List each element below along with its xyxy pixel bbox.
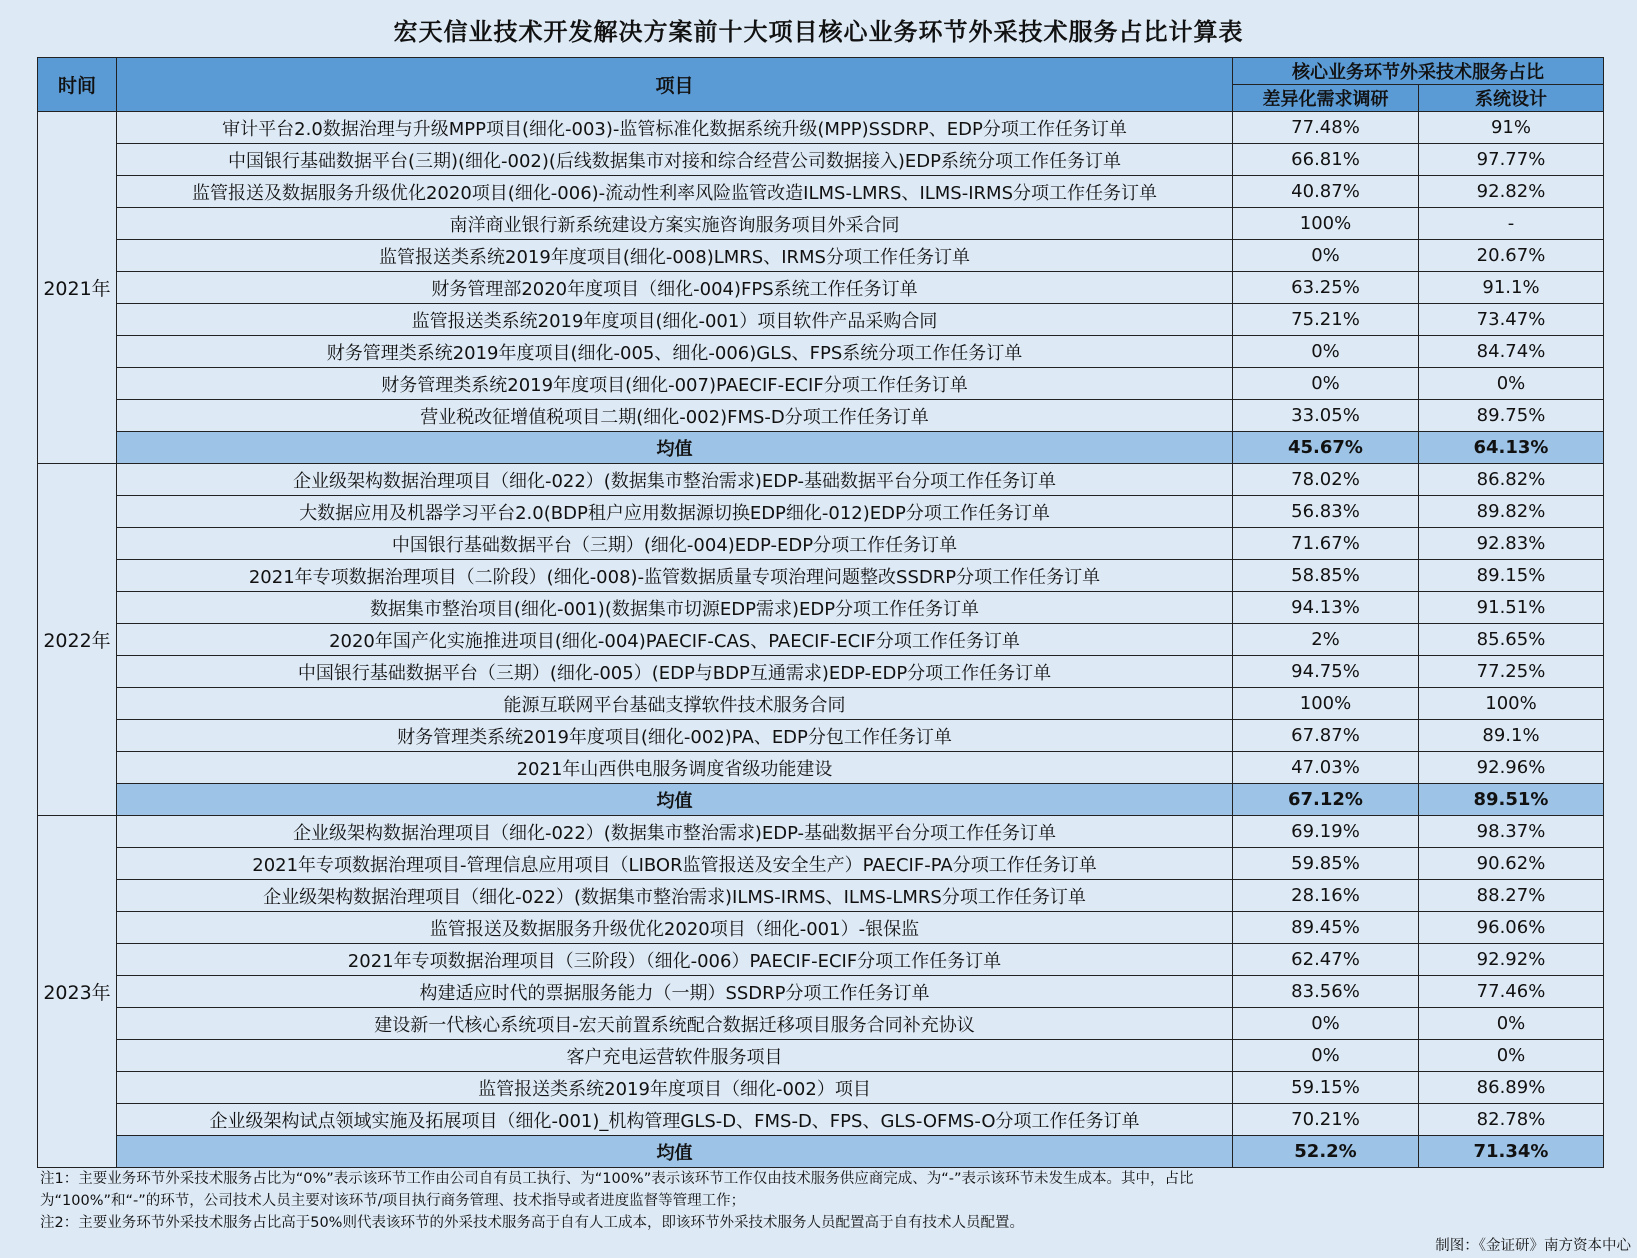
table-row xyxy=(38,304,1604,336)
col2-cell: 86.82% xyxy=(1419,464,1604,496)
project-cell: 监管报送类系统2019年度项目(细化-008)LMRS、IRMS分项工作任务订单 xyxy=(117,240,1233,272)
average-col1: 45.67% xyxy=(1233,432,1419,464)
project-cell: 财务管理类系统2019年度项目(细化-007)PAECIF-ECIF分项工作任务订单 xyxy=(117,368,1233,400)
project-cell: 监管报送及数据服务升级优化2020项目(细化-006)-流动性利率风险监管改造ILMS-LMRS、ILMS-IRMS分项工作任务订单 xyxy=(117,176,1233,208)
col2-cell: 84.74% xyxy=(1419,336,1604,368)
project-cell: 数据集市整治项目(细化-001)(数据集市切源EDP需求)EDP分项工作任务订单 xyxy=(117,592,1233,624)
average-col1: 67.12% xyxy=(1233,784,1419,816)
col1-cell: 0% xyxy=(1233,336,1419,368)
project-cell: 中国银行基础数据平台（三期）(细化-004)EDP-EDP分项工作任务订单 xyxy=(117,528,1233,560)
project-cell: 企业级架构数据治理项目（细化-022）(数据集市整治需求)EDP-基础数据平台分项工作任务订单 xyxy=(117,464,1233,496)
table-row xyxy=(38,688,1604,720)
col1-cell: 0% xyxy=(1233,1008,1419,1040)
project-cell: 监管报送类系统2019年度项目（细化-002）项目 xyxy=(117,1072,1233,1104)
col1-cell: 0% xyxy=(1233,240,1419,272)
col1-cell: 89.45% xyxy=(1233,912,1419,944)
table-row xyxy=(38,272,1604,304)
col1-cell: 62.47% xyxy=(1233,944,1419,976)
header-group: 核心业务环节外采技术服务占比 xyxy=(1233,58,1604,85)
col2-cell: 92.92% xyxy=(1419,944,1604,976)
col2-cell: 92.83% xyxy=(1419,528,1604,560)
col2-cell: 77.46% xyxy=(1419,976,1604,1008)
table-row xyxy=(38,848,1604,880)
header-col1: 差异化需求调研 xyxy=(1233,85,1419,112)
average-col2: 71.34% xyxy=(1419,1136,1604,1168)
table-row xyxy=(38,816,1604,848)
col1-cell: 28.16% xyxy=(1233,880,1419,912)
header-col2: 系统设计 xyxy=(1419,85,1604,112)
col2-cell: 90.62% xyxy=(1419,848,1604,880)
project-cell: 2021年专项数据治理项目-管理信息应用项目（LIBOR监管报送及安全生产）PAECIF-PA分项工作任务订单 xyxy=(117,848,1233,880)
col2-cell: 89.75% xyxy=(1419,400,1604,432)
table-row xyxy=(38,144,1604,176)
col2-cell: 91.51% xyxy=(1419,592,1604,624)
project-cell: 财务管理类系统2019年度项目(细化-002)PA、EDP分包工作任务订单 xyxy=(117,720,1233,752)
table-row xyxy=(38,752,1604,784)
col1-cell: 0% xyxy=(1233,1040,1419,1072)
project-cell: 财务管理类系统2019年度项目(细化-005、细化-006)GLS、FPS系统分项工作任务订单 xyxy=(117,336,1233,368)
project-cell: 审计平台2.0数据治理与升级MPP项目(细化-003)-监管标准化数据系统升级(MPP)SSDRP、EDP分项工作任务订单 xyxy=(117,112,1233,144)
project-cell: 中国银行基础数据平台（三期）(细化-005）(EDP与BDP互通需求)EDP-EDP分项工作任务订单 xyxy=(117,656,1233,688)
col1-cell: 58.85% xyxy=(1233,560,1419,592)
average-label: 均值 xyxy=(117,432,1233,464)
col1-cell: 71.67% xyxy=(1233,528,1419,560)
table-row xyxy=(38,112,1604,144)
col2-cell: 86.89% xyxy=(1419,1072,1604,1104)
table-row xyxy=(38,464,1604,496)
project-cell: 能源互联网平台基础支撑软件技术服务合同 xyxy=(117,688,1233,720)
project-cell: 监管报送及数据服务升级优化2020项目（细化-001）-银保监 xyxy=(117,912,1233,944)
table-row xyxy=(38,400,1604,432)
table-row xyxy=(38,496,1604,528)
col2-cell: 82.78% xyxy=(1419,1104,1604,1136)
average-col2: 89.51% xyxy=(1419,784,1604,816)
col2-cell: 89.82% xyxy=(1419,496,1604,528)
project-cell: 构建适应时代的票据服务能力（一期）SSDRP分项工作任务订单 xyxy=(117,976,1233,1008)
project-cell: 客户充电运营软件服务项目 xyxy=(117,1040,1233,1072)
project-cell: 企业级架构试点领域实施及拓展项目（细化-001)_机构管理GLS-D、FMS-D、FPS、GLS-OFMS-O分项工作任务订单 xyxy=(117,1104,1233,1136)
table-row xyxy=(38,1040,1604,1072)
col1-cell: 59.15% xyxy=(1233,1072,1419,1104)
col1-cell: 2% xyxy=(1233,624,1419,656)
col2-cell: 85.65% xyxy=(1419,624,1604,656)
col1-cell: 47.03% xyxy=(1233,752,1419,784)
col2-cell: 91% xyxy=(1419,112,1604,144)
average-label: 均值 xyxy=(117,1136,1233,1168)
col1-cell: 94.75% xyxy=(1233,656,1419,688)
table-row xyxy=(38,976,1604,1008)
table-row xyxy=(38,208,1604,240)
note-1: 注1：主要业务环节外采技术服务占比为“0%”表示该环节工作由公司自有员工执行、为“100%”表示该环节工作仅由技术服务供应商完成、为“-”表示该环节未发生成本。其中，占比为“100%”和“-”的环节，公司技术人员主要对该环节/项目执行商务管理、技术指导或者进度监督等管理工作； xyxy=(40,1171,1194,1209)
table-row xyxy=(38,336,1604,368)
project-cell: 中国银行基础数据平台(三期)(细化-002)(后线数据集市对接和综合经营公司数据接入)EDP系统分项工作任务订单 xyxy=(117,144,1233,176)
project-cell: 监管报送类系统2019年度项目(细化-001）项目软件产品采购合同 xyxy=(117,304,1233,336)
col1-cell: 69.19% xyxy=(1233,816,1419,848)
col2-cell: 0% xyxy=(1419,368,1604,400)
table-row xyxy=(38,560,1604,592)
project-cell: 2021年专项数据治理项目（三阶段）（细化-006）PAECIF-ECIF分项工作任务订单 xyxy=(117,944,1233,976)
table-row xyxy=(38,528,1604,560)
col1-cell: 75.21% xyxy=(1233,304,1419,336)
average-row xyxy=(38,784,1604,816)
table-row xyxy=(38,912,1604,944)
col2-cell: 89.15% xyxy=(1419,560,1604,592)
col1-cell: 0% xyxy=(1233,368,1419,400)
col1-cell: 83.56% xyxy=(1233,976,1419,1008)
note-2: 注2：主要业务环节外采技术服务占比高于50%则代表该环节的外采技术服务高于自有人工成本，即该环节外采技术服务人员配置高于自有技术人员配置。 xyxy=(40,1215,1024,1231)
average-row xyxy=(38,432,1604,464)
col1-cell: 100% xyxy=(1233,208,1419,240)
project-cell: 南洋商业银行新系统建设方案实施咨询服务项目外采合同 xyxy=(117,208,1233,240)
col2-cell: 0% xyxy=(1419,1040,1604,1072)
col1-cell: 59.85% xyxy=(1233,848,1419,880)
table-row xyxy=(38,720,1604,752)
year-cell: 2023年 xyxy=(38,816,117,1168)
col2-cell: 73.47% xyxy=(1419,304,1604,336)
col1-cell: 77.48% xyxy=(1233,112,1419,144)
col2-cell: 89.1% xyxy=(1419,720,1604,752)
col2-cell: 92.82% xyxy=(1419,176,1604,208)
average-col1: 52.2% xyxy=(1233,1136,1419,1168)
table-row xyxy=(38,176,1604,208)
col2-cell: 91.1% xyxy=(1419,272,1604,304)
year-cell: 2022年 xyxy=(38,464,117,816)
header-time: 时间 xyxy=(38,58,117,112)
col1-cell: 66.81% xyxy=(1233,144,1419,176)
project-cell: 营业税改征增值税项目二期(细化-002)FMS-D分项工作任务订单 xyxy=(117,400,1233,432)
table-row xyxy=(38,624,1604,656)
table-row xyxy=(38,1008,1604,1040)
project-cell: 企业级架构数据治理项目（细化-022）(数据集市整治需求)EDP-基础数据平台分项工作任务订单 xyxy=(117,816,1233,848)
average-row xyxy=(38,1136,1604,1168)
data-table xyxy=(37,57,1604,1168)
col1-cell: 33.05% xyxy=(1233,400,1419,432)
col1-cell: 56.83% xyxy=(1233,496,1419,528)
year-cell: 2021年 xyxy=(38,112,117,464)
col1-cell: 67.87% xyxy=(1233,720,1419,752)
project-cell: 企业级架构数据治理项目（细化-022）(数据集市整治需求)ILMS-IRMS、ILMS-LMRS分项工作任务订单 xyxy=(117,880,1233,912)
table-row xyxy=(38,1104,1604,1136)
col2-cell: 0% xyxy=(1419,1008,1604,1040)
table-row xyxy=(38,240,1604,272)
project-cell: 财务管理部2020年度项目（细化-004)FPS系统工作任务订单 xyxy=(117,272,1233,304)
col2-cell: 96.06% xyxy=(1419,912,1604,944)
col2-cell: 100% xyxy=(1419,688,1604,720)
table-row xyxy=(38,944,1604,976)
col2-cell: 98.37% xyxy=(1419,816,1604,848)
col2-cell: - xyxy=(1419,208,1604,240)
col1-cell: 63.25% xyxy=(1233,272,1419,304)
average-label: 均值 xyxy=(117,784,1233,816)
project-cell: 2021年山西供电服务调度省级功能建设 xyxy=(117,752,1233,784)
col1-cell: 78.02% xyxy=(1233,464,1419,496)
col2-cell: 77.25% xyxy=(1419,656,1604,688)
col1-cell: 70.21% xyxy=(1233,1104,1419,1136)
project-cell: 建设新一代核心系统项目-宏天前置系统配合数据迁移项目服务合同补充协议 xyxy=(117,1008,1233,1040)
col1-cell: 40.87% xyxy=(1233,176,1419,208)
header-project: 项目 xyxy=(117,58,1233,112)
page-title: 宏天信业技术开发解决方案前十大项目核心业务环节外采技术服务占比计算表 xyxy=(393,18,1244,46)
table-row xyxy=(38,1072,1604,1104)
project-cell: 2020年国产化实施推进项目(细化-004)PAECIF-CAS、PAECIF-ECIF分项工作任务订单 xyxy=(117,624,1233,656)
col2-cell: 97.77% xyxy=(1419,144,1604,176)
table-row xyxy=(38,880,1604,912)
col2-cell: 92.96% xyxy=(1419,752,1604,784)
project-cell: 2021年专项数据治理项目（二阶段）(细化-008)-监管数据质量专项治理问题整改SSDRP分项工作任务订单 xyxy=(117,560,1233,592)
project-cell: 大数据应用及机器学习平台2.0(BDP租户应用数据源切换EDP细化-012)EDP分项工作任务订单 xyxy=(117,496,1233,528)
notes xyxy=(40,1168,1220,1234)
col2-cell: 88.27% xyxy=(1419,880,1604,912)
average-col2: 64.13% xyxy=(1419,432,1604,464)
table-row xyxy=(38,656,1604,688)
col1-cell: 94.13% xyxy=(1233,592,1419,624)
col1-cell: 100% xyxy=(1233,688,1419,720)
credit: 制图：《金证研》南方资本中心 xyxy=(1435,1238,1631,1254)
col2-cell: 20.67% xyxy=(1419,240,1604,272)
table-row xyxy=(38,592,1604,624)
table-row xyxy=(38,368,1604,400)
